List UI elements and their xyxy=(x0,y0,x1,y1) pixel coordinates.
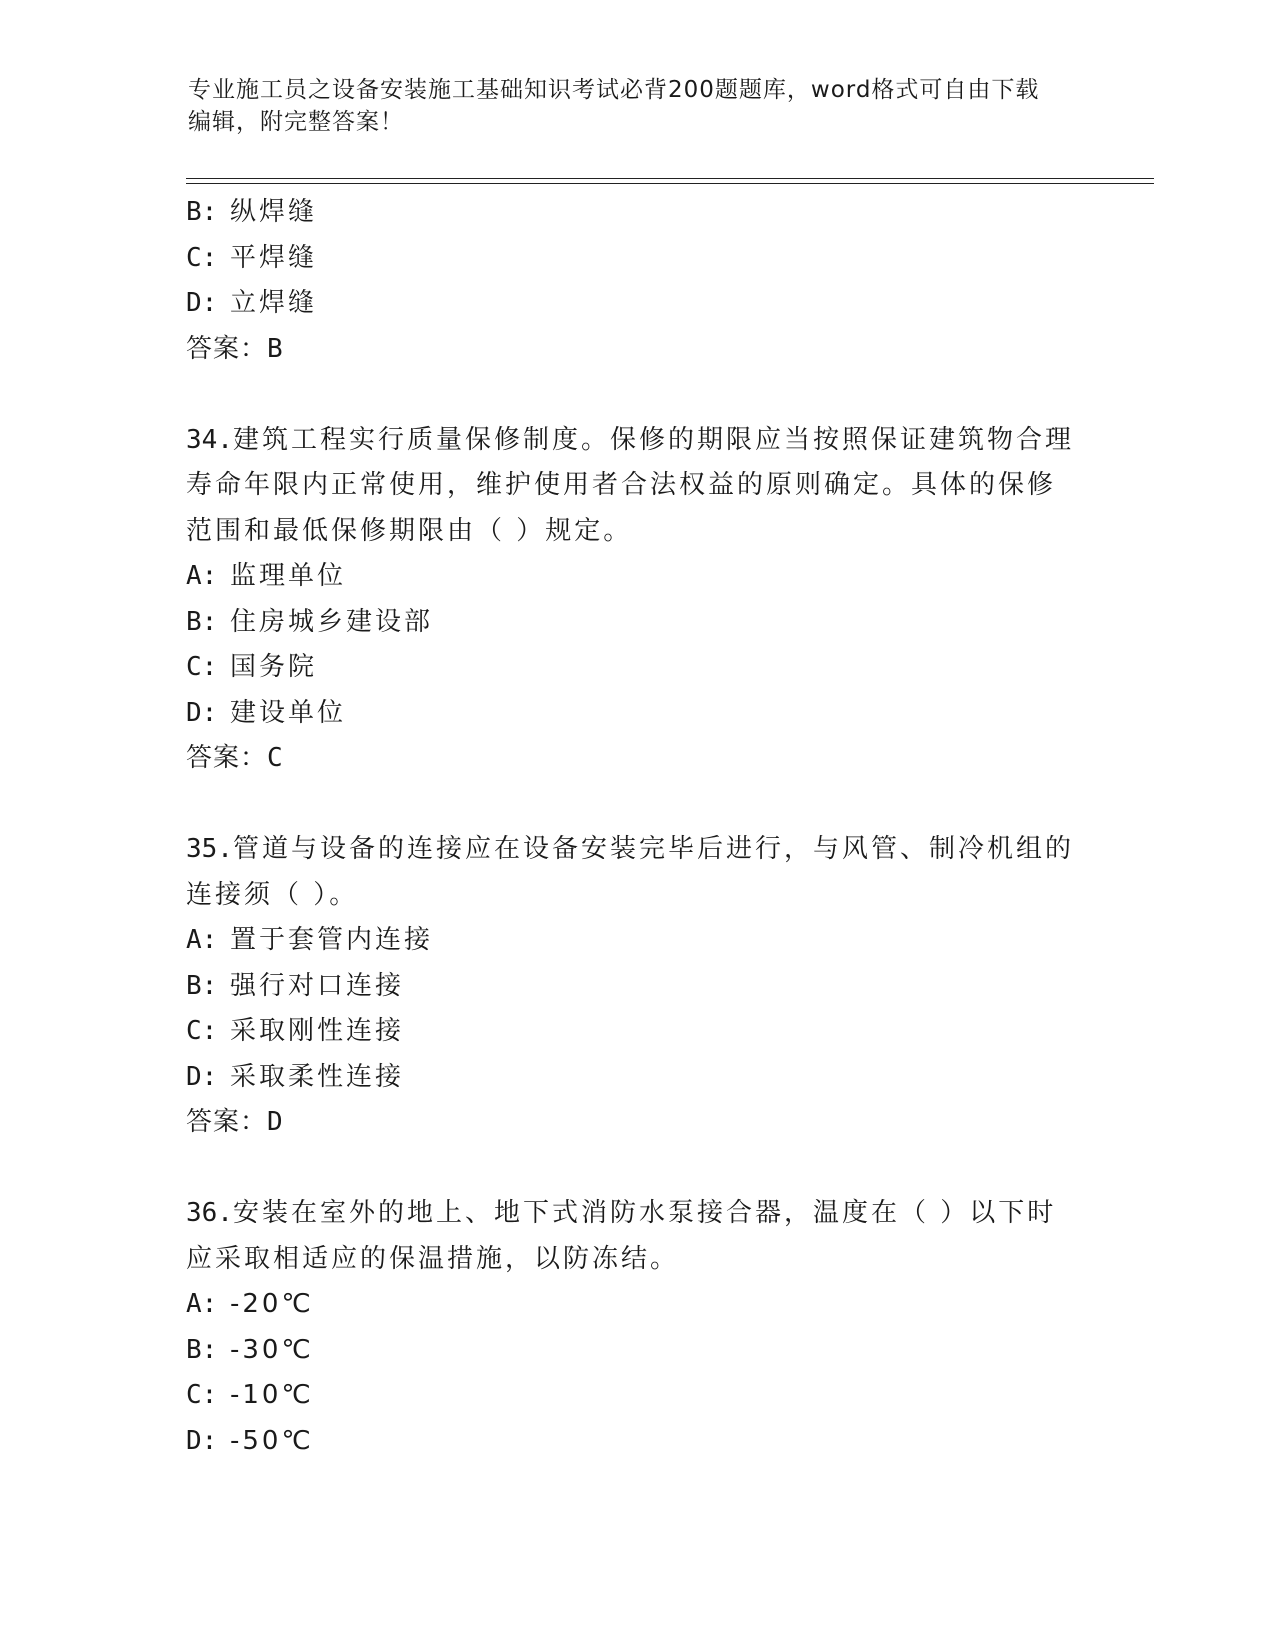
option-item xyxy=(186,1282,1086,1328)
option-item xyxy=(186,1055,1086,1101)
answer-line xyxy=(186,736,1086,782)
question-stem-line: 寿命年限内正常使用，维护使用者合法权益的原则确定。具体的保修 xyxy=(186,470,1057,500)
option-key: B: xyxy=(186,197,218,227)
question-stem-line: 应采取相适应的保温措施，以防冻结。 xyxy=(186,1243,680,1274)
question-stem-text: 安装在室外的地上、地下式消防水泵接合器，温度在（ ）以下时 xyxy=(232,1198,1057,1228)
question-35 xyxy=(186,827,1086,1146)
option-key: D: xyxy=(186,288,218,318)
option-text: 建设单位 xyxy=(230,697,347,728)
option-item xyxy=(186,645,1086,691)
option-text: -30℃ xyxy=(230,1334,314,1365)
option-key: D: xyxy=(186,1425,218,1456)
option-key: C: xyxy=(186,1380,218,1410)
option-item xyxy=(186,918,1086,964)
header-line-1: 专业施工员之设备安装施工基础知识考试必背200题题库，word格式可自由下载 xyxy=(188,77,1040,103)
question-stem-line xyxy=(186,827,1086,873)
header-line-2: 编辑，附完整答案！ xyxy=(188,109,404,135)
option-item xyxy=(186,1328,1086,1374)
document-header xyxy=(188,74,1068,138)
answer-line xyxy=(186,1100,1086,1146)
header-divider-bottom xyxy=(186,183,1154,184)
option-key: C: xyxy=(186,242,218,273)
option-text: 采取刚性连接 xyxy=(230,1016,405,1046)
answer-line xyxy=(186,327,1086,373)
question-stem-line xyxy=(186,418,1086,464)
answer-value: C xyxy=(267,743,284,773)
question-stem-text: 建筑工程实行质量保修制度。保修的期限应当按照保证建筑物合理 xyxy=(232,424,1074,455)
question-36 xyxy=(186,1191,1086,1464)
option-key: C: xyxy=(186,652,218,682)
option-item xyxy=(186,281,1086,327)
option-text: -50℃ xyxy=(230,1425,314,1456)
question-fragment xyxy=(186,190,1086,372)
answer-label: 答案： xyxy=(186,333,268,364)
question-34 xyxy=(186,418,1086,782)
option-key: B: xyxy=(186,1334,218,1365)
option-text: 平焊缝 xyxy=(230,242,318,273)
spacer xyxy=(186,372,1086,418)
option-key: A: xyxy=(186,1289,218,1319)
option-text: 置于套管内连接 xyxy=(230,925,434,955)
option-text: 国务院 xyxy=(230,652,318,682)
option-text: 强行对口连接 xyxy=(230,970,405,1001)
answer-label: 答案： xyxy=(186,743,268,773)
option-text: 采取柔性连接 xyxy=(230,1061,405,1092)
answer-value: B xyxy=(267,333,284,364)
question-stem-line xyxy=(186,1191,1086,1237)
header-divider-top xyxy=(186,178,1154,179)
option-item xyxy=(186,236,1086,282)
answer-value: D xyxy=(267,1107,284,1137)
option-text: 监理单位 xyxy=(230,561,347,591)
option-item xyxy=(186,554,1086,600)
option-item xyxy=(186,190,1086,236)
option-text: 纵焊缝 xyxy=(230,197,318,227)
question-stem-line: 连接须（ ）。 xyxy=(186,879,359,910)
option-item xyxy=(186,1419,1086,1465)
option-text: -10℃ xyxy=(230,1380,314,1410)
question-number: 35. xyxy=(186,834,233,864)
option-key: B: xyxy=(186,970,218,1001)
question-stem-text: 管道与设备的连接应在设备安装完毕后进行，与风管、制冷机组的 xyxy=(232,834,1074,864)
option-key: A: xyxy=(186,925,218,955)
option-key: D: xyxy=(186,1061,218,1092)
option-item xyxy=(186,1373,1086,1419)
option-key: A: xyxy=(186,561,218,591)
answer-label: 答案： xyxy=(186,1107,268,1137)
spacer xyxy=(186,1146,1086,1192)
option-item xyxy=(186,964,1086,1010)
question-number: 34. xyxy=(186,424,233,455)
spacer xyxy=(186,782,1086,828)
question-number: 36. xyxy=(186,1198,233,1228)
option-key: C: xyxy=(186,1016,218,1046)
option-text: 住房城乡建设部 xyxy=(230,606,434,637)
question-stem-line: 范围和最低保修期限由（ ）规定。 xyxy=(186,515,633,546)
option-item xyxy=(186,1009,1086,1055)
option-item xyxy=(186,691,1086,737)
option-text: 立焊缝 xyxy=(230,288,318,318)
option-key: B: xyxy=(186,606,218,637)
option-item xyxy=(186,600,1086,646)
option-key: D: xyxy=(186,697,218,728)
question-list xyxy=(186,190,1086,1464)
option-text: -20℃ xyxy=(230,1289,314,1319)
